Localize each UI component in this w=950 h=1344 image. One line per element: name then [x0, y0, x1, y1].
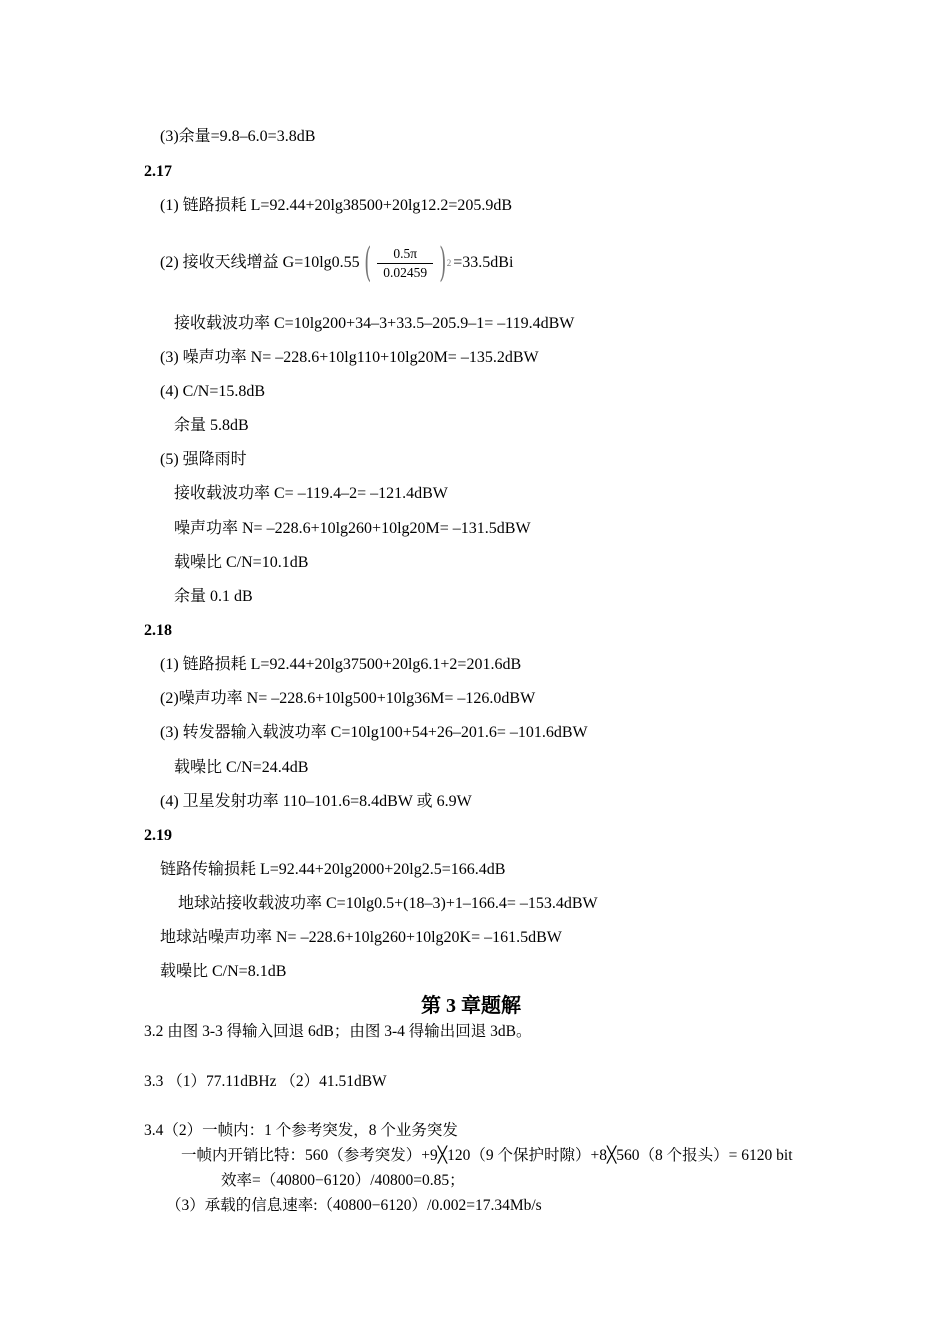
text-line: (3) 转发器输入载波功率 C=10lg100+54+26–201.6= –101.6dBW: [160, 724, 588, 741]
text-line: 3.4（2）一帧内：1 个参考突发，8 个业务突发: [144, 1122, 458, 1139]
text-line: 3.3 （1）77.11dBHz （2）41.51dBW: [144, 1073, 387, 1090]
text-line: (1) 链路损耗 L=92.44+20lg38500+20lg12.2=205.9dB: [160, 197, 513, 214]
left-paren: (: [363, 240, 372, 286]
text-line: 地球站噪声功率 N= –228.6+10lg260+10lg20K= –161.5dBW: [160, 929, 562, 946]
text-line: 3.2 由图 3-3 得输入回退 6dB；由图 3-4 得输出回退 3dB。: [144, 1023, 532, 1040]
text-line: 链路传输损耗 L=92.44+20lg2000+20lg2.5=166.4dB: [160, 861, 506, 878]
text-line: (2)噪声功率 N= –228.6+10lg500+10lg36M= –126.0dBW: [160, 690, 536, 707]
section-heading: 2.18: [144, 622, 172, 639]
text-line: (3) 噪声功率 N= –228.6+10lg110+10lg20M= –135.2dBW: [160, 349, 539, 366]
text-line: (1) 链路损耗 L=92.44+20lg37500+20lg6.1+2=201.6dB: [160, 656, 522, 673]
text-line: (4) C/N=15.8dB: [160, 383, 266, 400]
text-line: 余量 5.8dB: [174, 417, 249, 434]
chapter-title: 第 3 章题解: [421, 995, 521, 1017]
right-paren: ): [439, 240, 447, 286]
fraction-denominator: 0.02459: [383, 264, 428, 280]
text-line: (3)余量=9.8–6.0=3.8dB: [160, 128, 316, 145]
fraction: [377, 245, 433, 282]
text-line: 载噪比 C/N=10.1dB: [174, 554, 309, 571]
text-line: 效率=（40800−6120）/40800=0.85；: [221, 1172, 465, 1189]
text-line: 载噪比 C/N=24.4dB: [174, 759, 309, 776]
exponent: 2: [446, 258, 452, 268]
text-line: 余量 0.1 dB: [174, 588, 253, 605]
section-heading: 2.19: [144, 827, 172, 844]
fraction-numerator: 0.5π: [377, 245, 433, 264]
formula-prefix: (2) 接收天线增益 G=10lg0.55: [160, 254, 360, 271]
text-line: 噪声功率 N= –228.6+10lg260+10lg20M= –131.5dBW: [174, 520, 531, 537]
text-line: 接收载波功率 C= –119.4–2= –121.4dBW: [174, 485, 448, 502]
formula-suffix: =33.5dBi: [453, 254, 514, 271]
text-line: 一帧内开销比特：560（参考突发）+9╳120（9 个保护时隙）+8╳560（8 个报头）= 6120 bit: [181, 1147, 793, 1164]
text-line: (4) 卫星发射功率 110–101.6=8.4dBW 或 6.9W: [160, 793, 472, 810]
text-line: 地球站接收载波功率 C=10lg0.5+(18–3)+1–166.4= –153.4dBW: [178, 895, 598, 912]
text-line: 载噪比 C/N=8.1dB: [160, 963, 287, 980]
formula-line: [160, 238, 513, 288]
section-heading: 2.17: [144, 163, 172, 180]
text-line: （3）承载的信息速率:（40800−6120）/0.002=17.34Mb/s: [166, 1197, 542, 1214]
text-line: (5) 强降雨时: [160, 451, 247, 468]
text-line: 接收载波功率 C=10lg200+34–3+33.5–205.9–1= –119.4dBW: [174, 315, 575, 332]
